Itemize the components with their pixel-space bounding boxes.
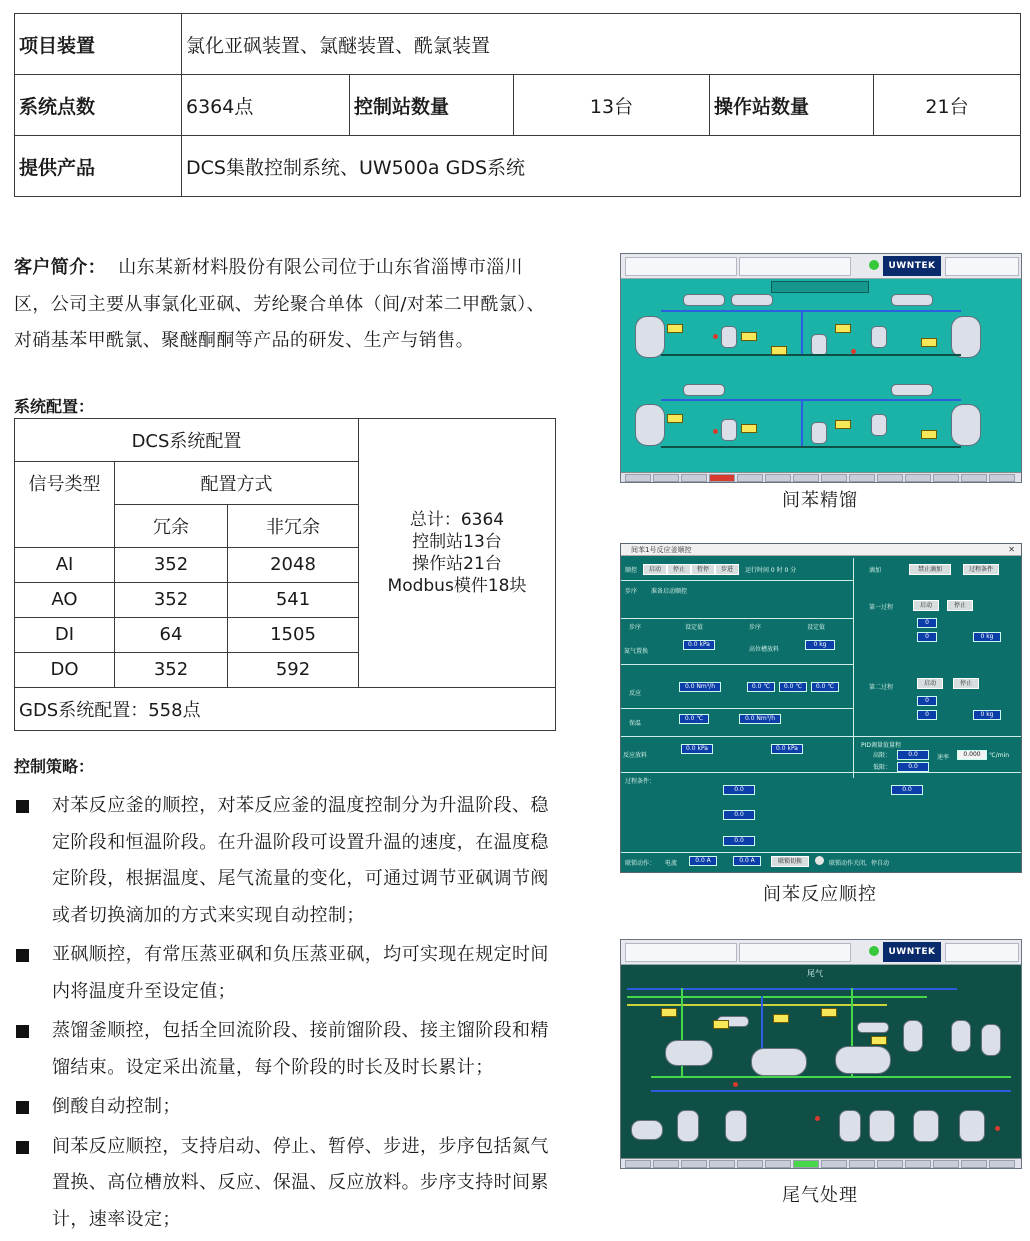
intro-text: 山东某新材料股份有限公司位于山东省淄博市淄川区，公司主要从事氯化亚砜、芳纶聚合单体（间/对苯二甲酰氯）、对硝基苯甲酰氯、聚醚酮酮等产品的研发、生产与销售。 [14, 257, 546, 351]
non-redundant-header: 非冗余 [228, 504, 359, 547]
project-row [15, 14, 1021, 75]
scada-header [621, 940, 1021, 965]
stations-label: 控制站数量 [350, 75, 514, 136]
customer-intro [14, 250, 559, 360]
method-header: 配置方式 [115, 461, 359, 504]
brand-logo: UWNTEK [883, 256, 941, 276]
stop-button[interactable]: 停止 [667, 564, 691, 575]
status-light-icon [869, 260, 879, 270]
signal-type-header: 信号类型 [15, 461, 115, 547]
signal-type: DI [15, 617, 115, 652]
signal-type: AI [15, 547, 115, 582]
scada-nav-bar [621, 1158, 1021, 1168]
product-label: 提供产品 [15, 136, 182, 197]
operators-label: 操作站数量 [710, 75, 874, 136]
second-start-button[interactable]: 启动 [917, 678, 943, 689]
non-redundant-count: 592 [228, 652, 359, 687]
close-icon[interactable]: ✕ [1008, 545, 1015, 554]
stop-drip-button[interactable]: 禁止滴加 [909, 564, 951, 575]
total-stations: 控制站13台 [412, 531, 502, 552]
first-start-button[interactable]: 启动 [913, 600, 939, 611]
interlock-toggle-button[interactable]: 联锁切换 [771, 856, 809, 867]
points-value: 6364点 [182, 75, 350, 136]
strategy-title: 控制策略： [14, 757, 95, 776]
redundant-count: 64 [115, 617, 228, 652]
operators-value: 21台 [874, 75, 1021, 136]
brand-logo: UWNTEK [883, 942, 941, 962]
redundant-count: 352 [115, 652, 228, 687]
square-bullet-icon [16, 1101, 29, 1114]
non-redundant-count: 1505 [228, 617, 359, 652]
product-row [15, 136, 1021, 197]
square-bullet-icon [16, 1141, 29, 1154]
project-label: 项目装置 [15, 14, 182, 75]
square-bullet-icon [16, 800, 29, 813]
status-light-icon [869, 946, 879, 956]
first-stop-button[interactable]: 停止 [947, 600, 973, 611]
tail-gas-tab-label: 尾气 [807, 969, 823, 978]
project-value: 氯化亚砜装置、氯醚装置、酰氯装置 [182, 14, 1021, 75]
reaction-sequence-screenshot: 间苯1号反应釜顺控 ✕ 顺控 启动 停止 暂停 步进 运行时间 0 时 0 分 滴加 禁止滴加 过程条件 步序 准备启动顺控 步序 设定值 步序 设定值 氮气置换 0.0 kPa 高位槽放料 0 kg 反应 0.0 Nm³/h 0.0 ℃ 0.0 ℃ 0.0 ℃ 保温 0.0 ℃ 0.0 Nm³/h 反应放料 0.0 kPa 0.0 kPa 第一过程 启动 停止 0 0 0 kg 第二过程 启动 停止 0 0 0 kg PID调量值量程 高限： 0.0 低限： 0.0 速率 0.000 ℃/min 过程条件： 0.0 0.0 0.0 0.0 联锁动作： 电流 0.0 A 0.0 A 联锁切换 联锁动作关闭，停自动 [620, 543, 1022, 873]
list-item: 对苯反应釜的顺控，对苯反应釜的温度控制分为升温阶段、稳定阶段和恒温阶段。在升温阶段可设置升温的速度，在温度稳定阶段，根据温度、尾气流量的变化，可通过调节亚砜调节阀或者切换滴加的方式来实现自动控制； [14, 788, 559, 934]
config-totals [359, 419, 556, 688]
points-row [15, 75, 1021, 136]
non-redundant-count: 541 [228, 582, 359, 617]
square-bullet-icon [16, 949, 29, 962]
total-modbus: Modbus模件18块 [387, 575, 527, 596]
signal-type: AO [15, 582, 115, 617]
stations-value: 13台 [514, 75, 710, 136]
config-table [14, 418, 556, 731]
square-bullet-icon [16, 1025, 29, 1038]
list-item: 亚砜顺控，有常压蒸亚砜和负压蒸亚砜，均可实现在规定时间内将温度升至设定值； [14, 937, 559, 1010]
gds-config: GDS系统配置：558点 [15, 687, 556, 730]
dcs-config-header: DCS系统配置 [15, 419, 359, 462]
caption-reaction-sequence: 间苯反应顺控 [763, 884, 877, 905]
signal-type: DO [15, 652, 115, 687]
list-item: 间苯反应顺控，支持启动、停止、暂停、步进，步序包括氮气置换、高位槽放料、反应、保温、反应放料。步序支持时间累计，速率设定； [14, 1129, 559, 1239]
redundant-count: 352 [115, 547, 228, 582]
step-button[interactable]: 步进 [715, 564, 739, 575]
list-item: 蒸馏釜顺控，包括全回流阶段、接前馏阶段、接主馏阶段和精馏结束。设定采出流量，每个阶段的时长及时长累计； [14, 1013, 559, 1086]
interlock-status-icon [815, 856, 824, 865]
scada-nav-bar [621, 472, 1021, 482]
scada-header [621, 254, 1021, 279]
redundant-count: 352 [115, 582, 228, 617]
panel-titlebar: 间苯1号反应釜顺控 [621, 544, 1021, 556]
start-button[interactable]: 启动 [643, 564, 667, 575]
points-label: 系统点数 [15, 75, 182, 136]
pause-button[interactable]: 暂停 [691, 564, 715, 575]
caption-tail-gas: 尾气处理 [782, 1185, 858, 1206]
caption-distillation: 间苯精馏 [782, 490, 858, 511]
project-info-table [14, 13, 1021, 197]
intro-label: 客户简介： [14, 257, 106, 278]
condition-button[interactable]: 过程条件 [963, 564, 999, 575]
total-points: 总计：6364 [409, 509, 505, 530]
config-title: 系统配置： [14, 397, 95, 416]
total-operators: 操作站21台 [412, 553, 502, 574]
product-value: DCS集散控制系统、UW500a GDS系统 [182, 136, 1021, 197]
tail-gas-screenshot [620, 939, 1022, 1169]
second-stop-button[interactable]: 停止 [953, 678, 979, 689]
strategy-list [14, 788, 559, 1241]
list-item: 倒酸自动控制； [14, 1089, 559, 1126]
distillation-screenshot [620, 253, 1022, 483]
redundant-header: 冗余 [115, 504, 228, 547]
non-redundant-count: 2048 [228, 547, 359, 582]
